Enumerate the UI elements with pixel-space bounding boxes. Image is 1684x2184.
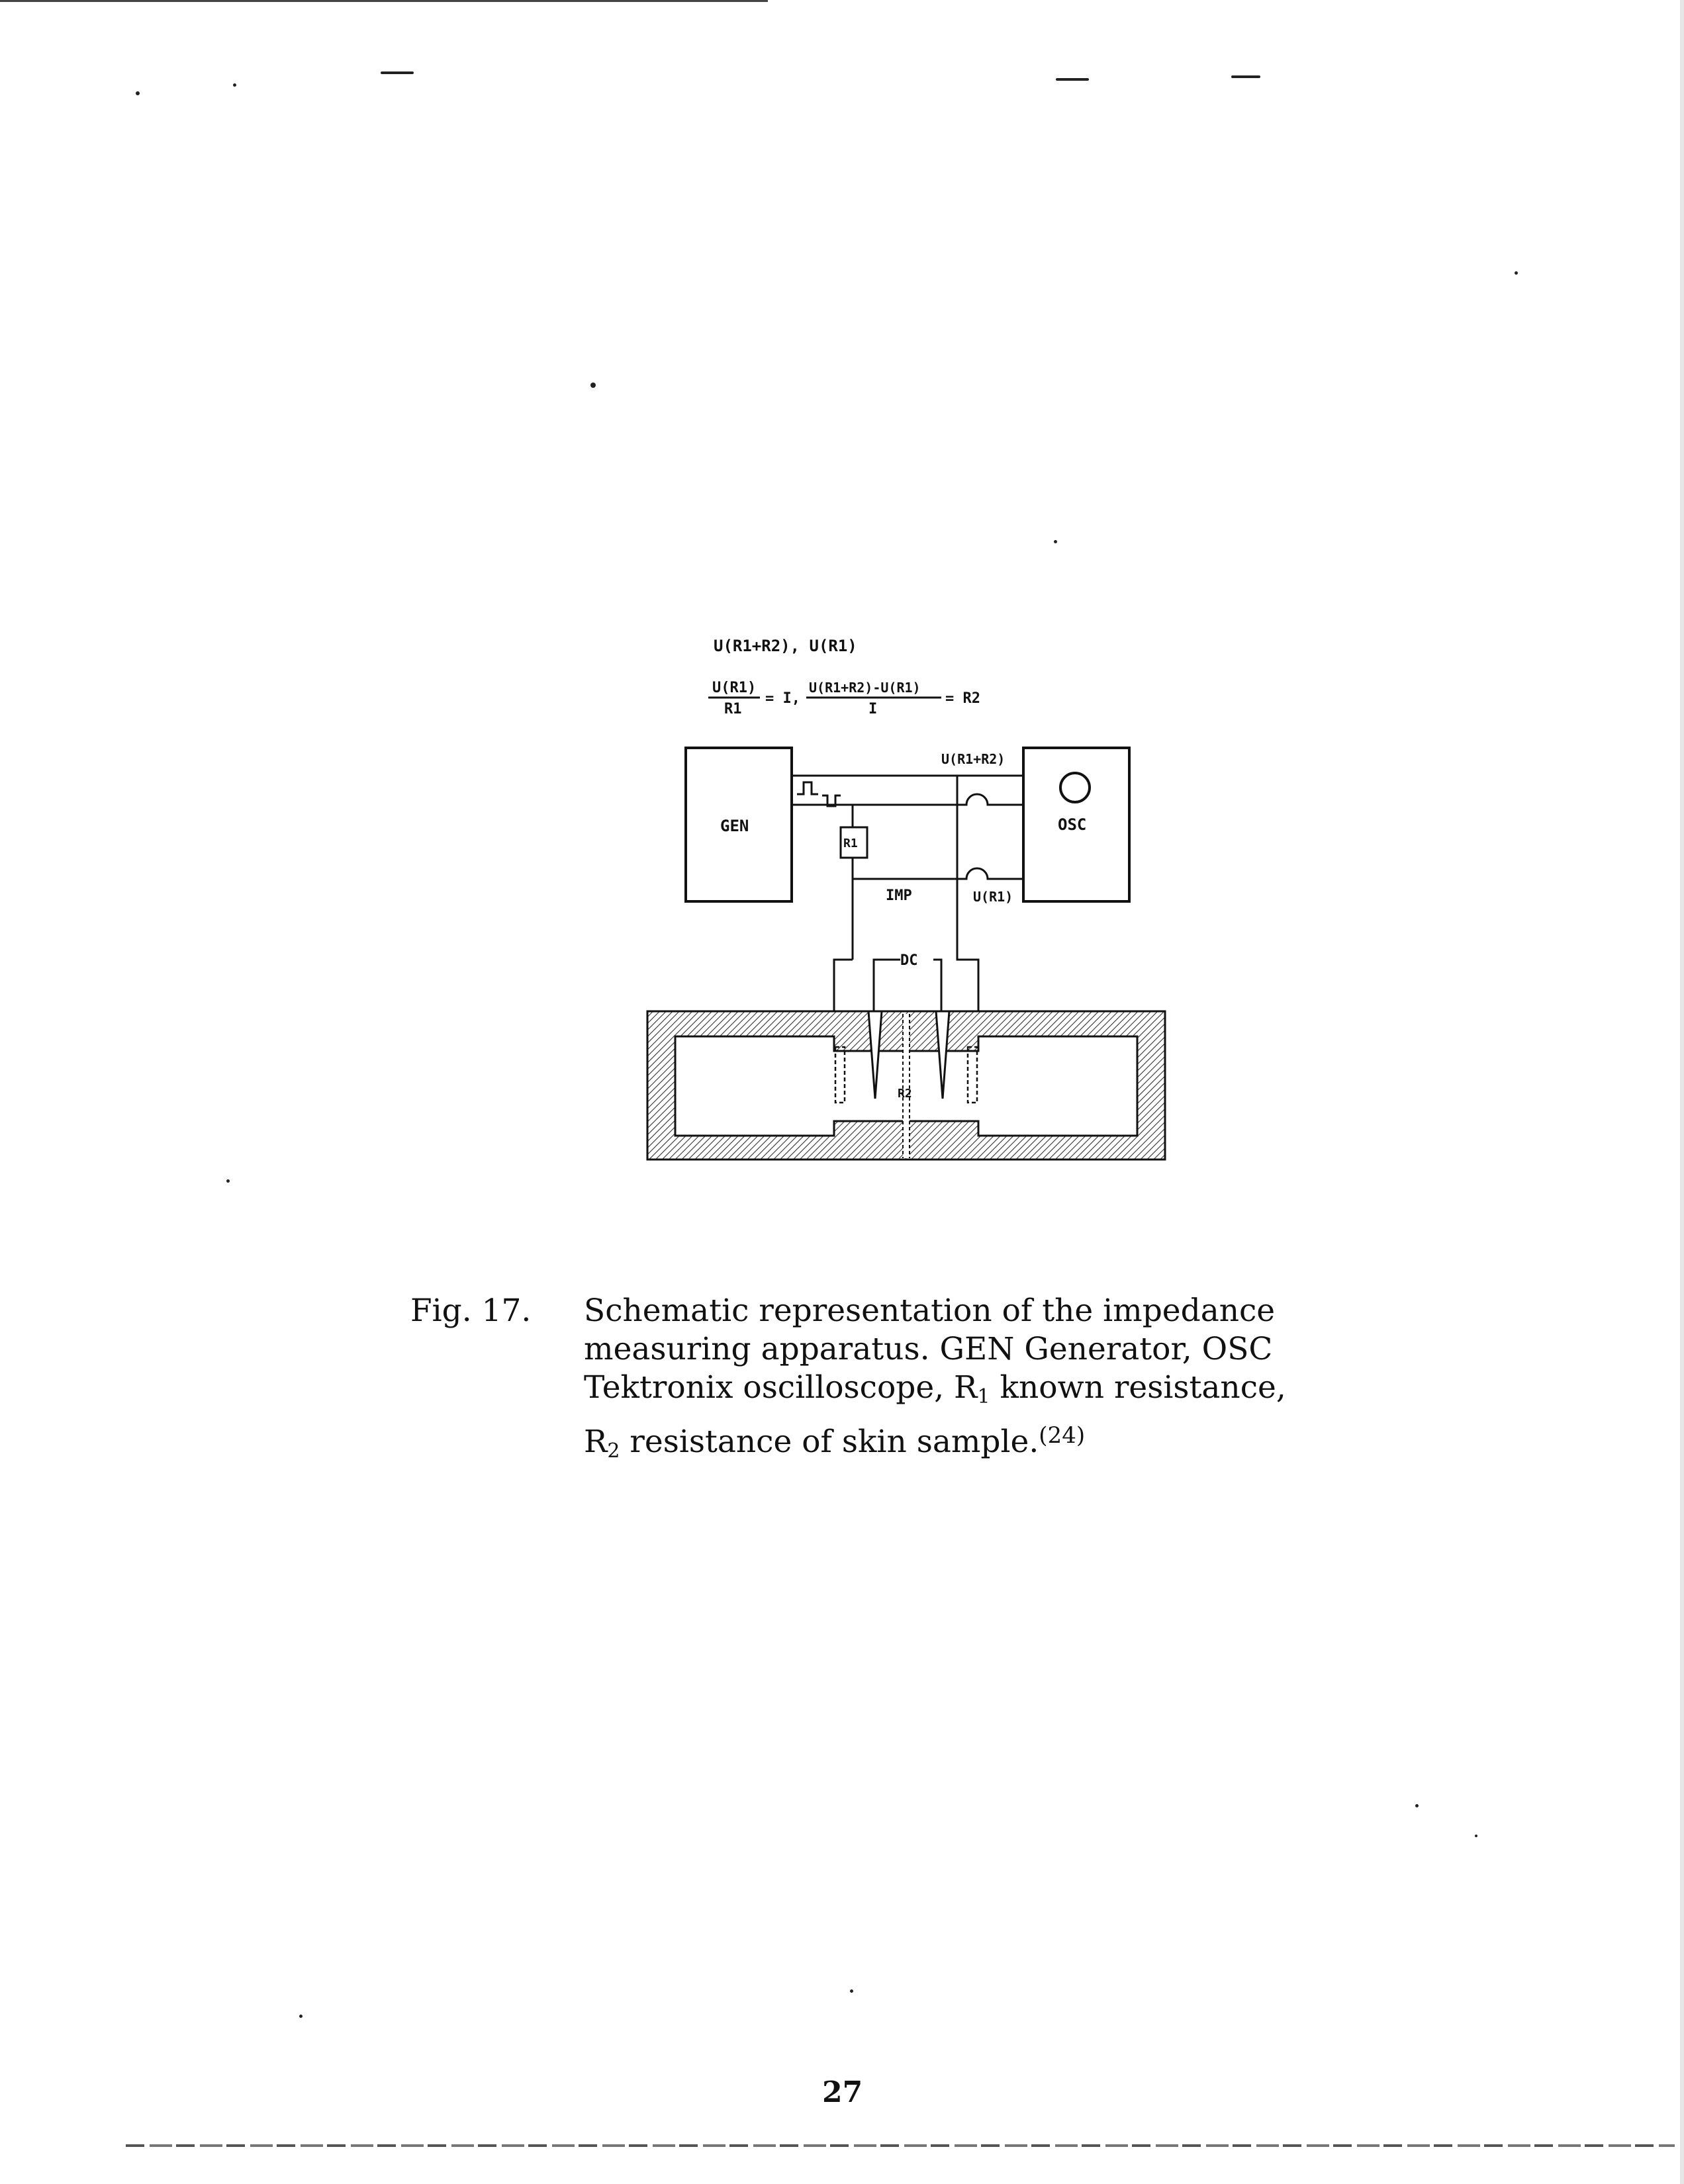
caption-line-3-start: Tektronix oscilloscope, R bbox=[584, 1369, 978, 1406]
dc-bracket-left bbox=[874, 960, 900, 1011]
impedance-apparatus-schematic bbox=[635, 629, 1178, 1185]
scan-speck bbox=[136, 91, 140, 95]
caption-text bbox=[584, 1292, 1405, 1471]
equation-frac2-numerator: U(R1+R2)-U(R1) bbox=[809, 680, 921, 696]
generator-label: GEN bbox=[720, 817, 749, 835]
caption-line-2: measuring apparatus. GEN Generator, OSC bbox=[584, 1331, 1273, 1367]
caption-line-3-end: known resistance, bbox=[990, 1369, 1286, 1406]
caption-line-4-start: R bbox=[584, 1424, 608, 1460]
scan-speck bbox=[590, 383, 596, 388]
voltage-r1-r2-label: U(R1+R2) bbox=[941, 751, 1006, 767]
figure-number: Fig. 17. bbox=[410, 1293, 532, 1329]
equation-top: U(R1+R2), U(R1) bbox=[714, 637, 857, 655]
imp-wire bbox=[853, 868, 1023, 879]
chamber-lead-left bbox=[834, 960, 853, 1011]
caption-line-3 bbox=[584, 1369, 1405, 1416]
equation-frac1-numerator: U(R1) bbox=[712, 680, 757, 696]
page-number: 27 bbox=[822, 2075, 863, 2109]
pulse-up-waveform-icon bbox=[797, 782, 818, 794]
r1-subscript: 1 bbox=[977, 1385, 990, 1408]
scan-speck bbox=[1415, 1804, 1419, 1807]
sample-holder-right-dashed bbox=[968, 1047, 977, 1103]
scan-top-edge-line bbox=[0, 0, 768, 2]
scan-speck bbox=[1475, 1835, 1477, 1837]
dc-bracket-right bbox=[933, 960, 941, 1011]
electrode-needle-left bbox=[868, 1011, 882, 1099]
resistor-r1-label: R1 bbox=[843, 837, 858, 850]
scan-speck bbox=[1054, 540, 1057, 543]
scan-bottom-edge-line bbox=[126, 2144, 1675, 2147]
scan-speck bbox=[233, 83, 236, 87]
electrode-needle-right bbox=[936, 1011, 949, 1099]
scan-speck bbox=[1056, 78, 1089, 81]
oscilloscope-label: OSC bbox=[1058, 815, 1087, 834]
dc-label: DC bbox=[900, 952, 918, 969]
oscilloscope-screen-icon bbox=[1060, 773, 1090, 802]
voltage-r1-label: U(R1) bbox=[973, 889, 1013, 905]
scan-speck bbox=[1515, 271, 1518, 275]
caption-line-4 bbox=[584, 1416, 1405, 1471]
scan-right-edge bbox=[1680, 0, 1684, 2184]
reference-superscript: (24) bbox=[1039, 1422, 1086, 1449]
scan-speck bbox=[299, 2015, 303, 2018]
sample-holder-left-dashed bbox=[835, 1047, 845, 1103]
equation-equals-current: = I, bbox=[765, 690, 800, 707]
equation-frac2-denominator: I bbox=[868, 701, 878, 717]
scan-speck bbox=[850, 1989, 853, 1993]
caption-line-4-end: resistance of skin sample. bbox=[620, 1424, 1039, 1460]
caption-line-1: Schematic representation of the impedance bbox=[584, 1293, 1276, 1329]
imp-label: IMP bbox=[886, 887, 912, 904]
scan-speck bbox=[1231, 75, 1260, 78]
skin-sample-r2-label: R2 bbox=[898, 1087, 912, 1101]
scan-speck bbox=[381, 71, 414, 74]
r2-subscript: 2 bbox=[607, 1439, 620, 1463]
chamber-lead-right bbox=[957, 940, 978, 1011]
scan-speck bbox=[226, 1179, 230, 1183]
equation-frac1-denominator: R1 bbox=[724, 701, 742, 717]
equation-equals-r2: = R2 bbox=[945, 690, 980, 707]
